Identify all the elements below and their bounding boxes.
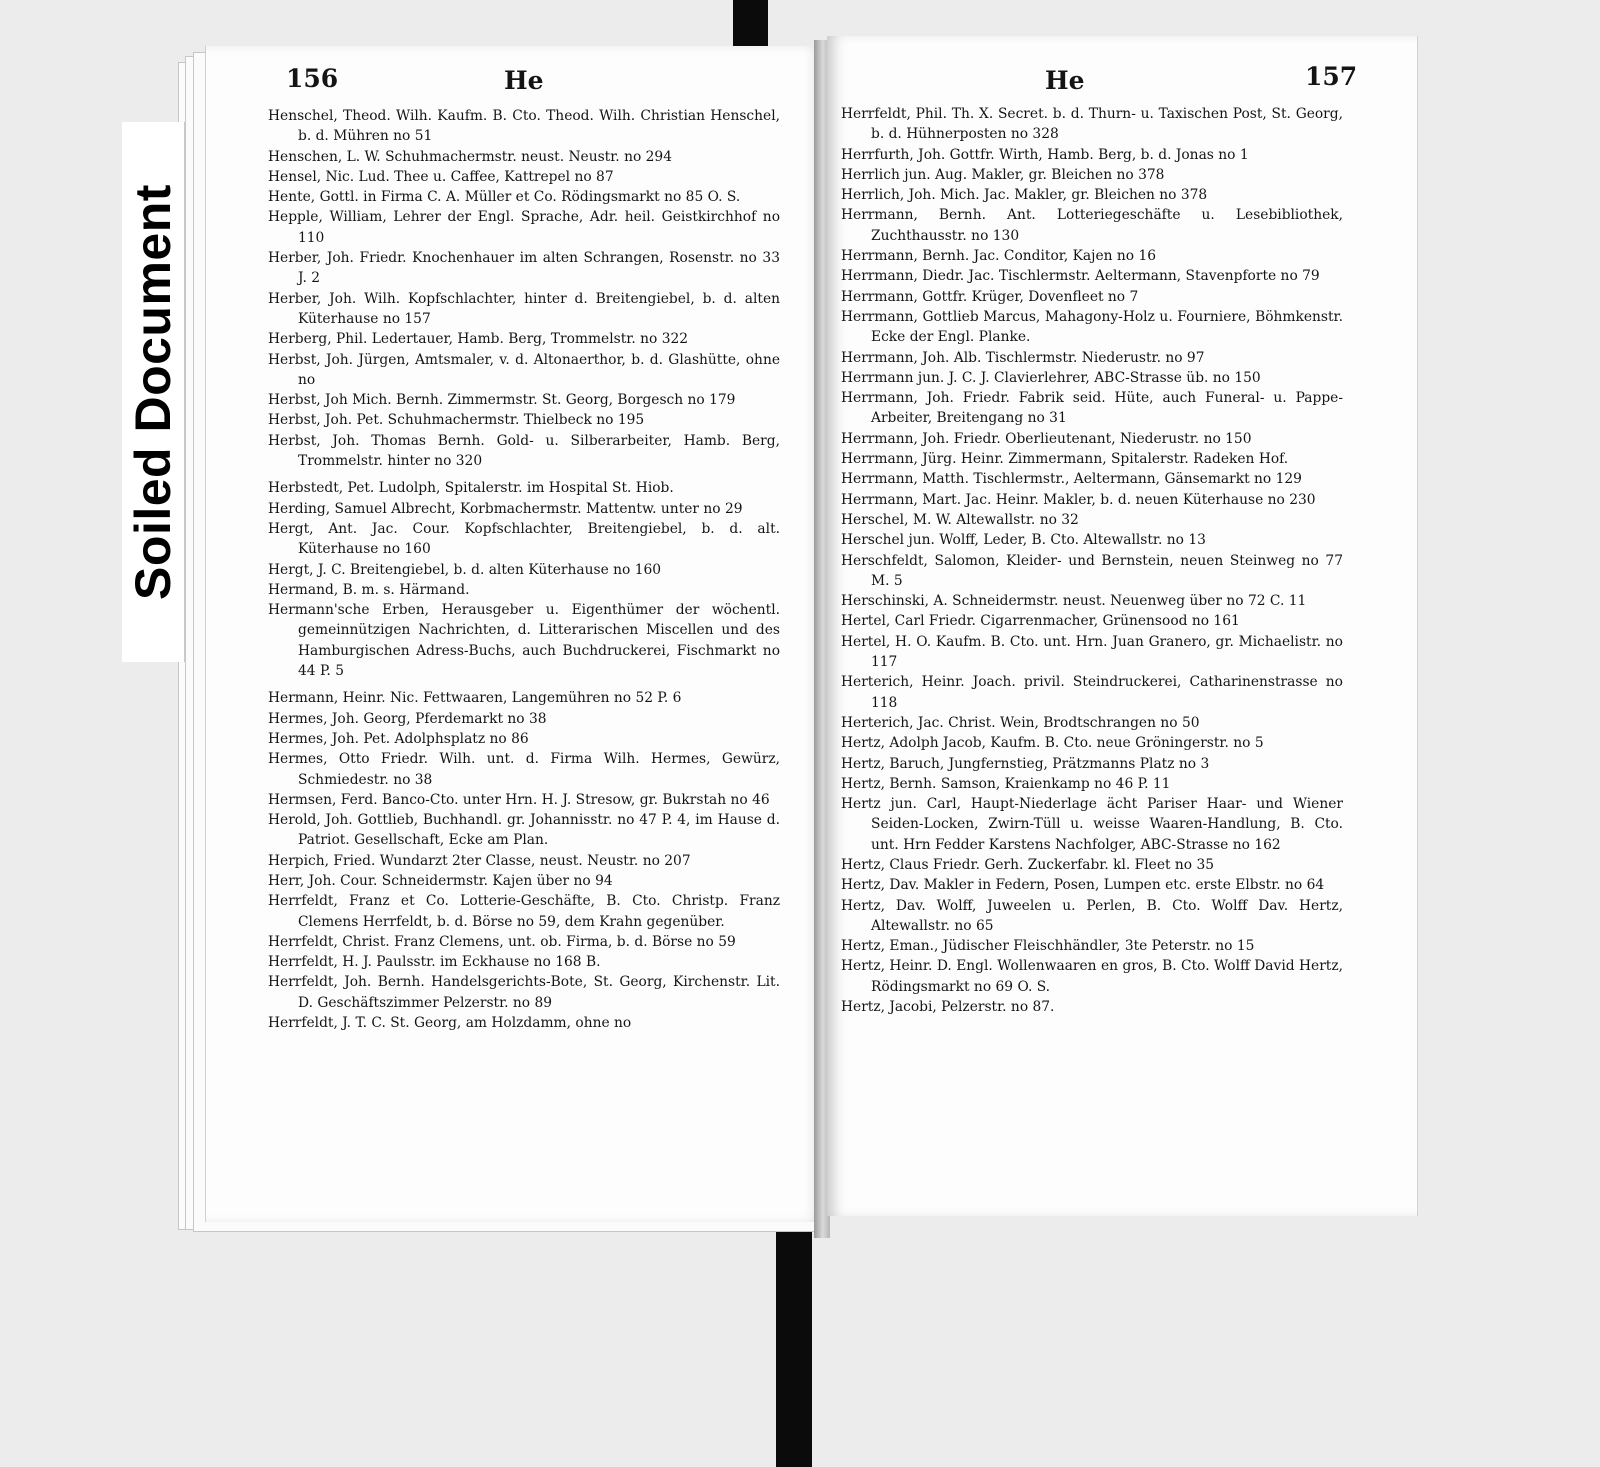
directory-entry: Hermand, B. m. s. Härmand.	[268, 581, 470, 598]
directory-entry: Herrmann, Mart. Jac. Heinr. Makler, b. d. neuen Küterhause no 230	[841, 491, 1316, 508]
directory-entry: Hermes, Joh. Pet. Adolphsplatz no 86	[268, 730, 529, 747]
directory-entry: Herrmann, Bernh. Ant. Lotteriegeschäfte u. Lesebibliothek, Zuchthausstr. no 130	[841, 207, 1343, 244]
directory-entry-list	[841, 104, 1343, 1017]
directory-entry: Herrmann, Gottfr. Krüger, Dovenfleet no 7	[841, 288, 1139, 305]
directory-entry: Herber, Joh. Friedr. Knochenhauer im alten Schrangen, Rosenstr. no 33 J. 2	[268, 250, 780, 287]
directory-entry: Herbst, Joh. Thomas Bernh. Gold- u. Silberarbeiter, Hamb. Berg, Trommelstr. hinter no 320	[268, 432, 780, 470]
directory-entry: Herrfeldt, Franz et Co. Lotterie-Geschäfte, B. Cto. Christp. Franz Clemens Herrfeldt, b. d. Börse no 59, dem Krahn gegenüber.	[268, 893, 780, 930]
directory-entry: Hente, Gottl. in Firma C. A. Müller et Co. Rödingsmarkt no 85 O. S.	[268, 189, 741, 206]
directory-entry: Herrmann, Gottlieb Marcus, Mahagony-Holz u. Fourniere, Böhmkenstr. Ecke der Engl. Planke.	[841, 308, 1343, 346]
directory-entry: Hertz jun. Carl, Haupt-Niederlage ächt Pariser Haar- und Wiener Seiden-Locken, Zwirn-Tüll u. weisse Waaren-Handlung, B. Cto. unt. Hrn Fedder Karstens Nachfolger, ABC-Strasse no 162	[841, 796, 1343, 853]
directory-entry: Hertz, Claus Friedr. Gerh. Zuckerfabr. kl. Fleet no 35	[841, 856, 1215, 873]
bookmark-ribbon-bottom	[776, 1232, 812, 1467]
soiled-document-tab	[122, 122, 185, 662]
directory-entry: Herrfeldt, Phil. Th. X. Secret. b. d. Thurn- u. Taxischen Post, St. Georg, b. d. Hühnerposten no 328	[841, 106, 1343, 143]
soiled-document-label: Soiled Document	[125, 184, 181, 600]
directory-entry: Herrmann, Jürg. Heinr. Zimmermann, Spitalerstr. Radeken Hof.	[841, 451, 1289, 468]
directory-entry: Herbst, Joh. Jürgen, Amtsmaler, v. d. Altonaerthor, b. d. Glashütte, ohne no	[268, 351, 780, 388]
directory-entry: Herschel jun. Wolff, Leder, B. Cto. Altewallstr. no 13	[841, 532, 1206, 549]
directory-entry: Herschinski, A. Schneidermstr. neust. Neuenweg über no 72 C. 11	[841, 593, 1307, 610]
directory-entry: Hepple, William, Lehrer der Engl. Sprache, Adr. heil. Geistkirchhof no 110	[268, 209, 780, 246]
directory-entry: Herrfeldt, J. T. C. St. Georg, am Holzdamm, ohne no	[268, 1015, 632, 1032]
directory-entry: Herrfeldt, Christ. Franz Clemens, unt. ob. Firma, b. d. Börse no 59	[268, 933, 736, 950]
directory-entry: Hertz, Eman., Jüdischer Fleischhändler, 3te Peterstr. no 15	[841, 938, 1255, 955]
directory-entry: Henschen, L. W. Schuhmachermstr. neust. Neustr. no 294	[268, 148, 672, 165]
directory-entry: Hergt, J. C. Breitengiebel, b. d. alten Küterhause no 160	[268, 561, 662, 578]
directory-entry: Herterich, Heinr. Joach. privil. Steindruckerei, Catharinenstrasse no 118	[841, 674, 1343, 711]
directory-entry: Herrlich, Joh. Mich. Jac. Makler, gr. Bleichen no 378	[841, 187, 1208, 204]
directory-entry: Hertz, Heinr. D. Engl. Wollenwaaren en gros, B. Cto. Wolff David Hertz, Rödingsmarkt no 69 O. S.	[841, 958, 1343, 995]
directory-entry: Herr, Joh. Cour. Schneidermstr. Kajen über no 94	[268, 872, 613, 889]
directory-entry: Herrmann, Matth. Tischlermstr., Aeltermann, Gänsemarkt no 129	[841, 471, 1302, 488]
directory-entry: Henschel, Theod. Wilh. Kaufm. B. Cto. Theod. Wilh. Christian Henschel, b. d. Mühren no 51	[268, 108, 780, 145]
directory-entry: Herbstedt, Pet. Ludolph, Spitalerstr. im Hospital St. Hiob.	[268, 480, 674, 497]
directory-entry: Herold, Joh. Gottlieb, Buchhandl. gr. Johannisstr. no 47 P. 4, im Hause d. Patriot. Gesellschaft, Ecke am Plan.	[268, 812, 780, 849]
directory-entry: Hertz, Bernh. Samson, Kraienkamp no 46 P. 11	[841, 775, 1171, 792]
directory-entry: Herrfurth, Joh. Gottfr. Wirth, Hamb. Berg, b. d. Jonas no 1	[841, 146, 1249, 163]
directory-entry: Herber, Joh. Wilh. Kopfschlachter, hinter d. Breitengiebel, b. d. alten Küterhause no 157	[268, 290, 780, 327]
directory-entry: Herbst, Joh Mich. Bernh. Zimmermstr. St. Georg, Borgesch no 179	[268, 392, 736, 409]
directory-entry: Herrfeldt, Joh. Bernh. Handelsgerichts-Bote, St. Georg, Kirchenstr. Lit. D. Geschäftszimmer Pelzerstr. no 89	[268, 974, 780, 1011]
directory-entry: Hermsen, Ferd. Banco-Cto. unter Hrn. H. J. Stresow, gr. Bukrstah no 46	[268, 791, 770, 808]
directory-entry: Herrmann, Joh. Alb. Tischlermstr. Niederustr. no 97	[841, 349, 1205, 366]
directory-entry: Hermes, Joh. Georg, Pferdemarkt no 38	[268, 710, 547, 727]
directory-entry-list	[268, 106, 780, 1033]
page-number: 156	[286, 64, 339, 93]
left-page	[205, 46, 822, 1222]
directory-entry: Herrfeldt, H. J. Paulsstr. im Eckhause no 168 B.	[268, 954, 601, 971]
directory-entry: Hertz, Adolph Jacob, Kaufm. B. Cto. neue Gröningerstr. no 5	[841, 735, 1264, 752]
running-head: He	[504, 66, 544, 95]
directory-entry: Herrlich jun. Aug. Makler, gr. Bleichen no 378	[841, 166, 1165, 183]
directory-entry: Herschel, M. W. Altewallstr. no 32	[841, 511, 1079, 528]
directory-entry: Herrmann, Diedr. Jac. Tischlermstr. Aeltermann, Stavenpforte no 79	[841, 268, 1320, 285]
directory-entry: Hermes, Otto Friedr. Wilh. unt. d. Firma Wilh. Hermes, Gewürz, Schmiedestr. no 38	[268, 751, 780, 788]
directory-entry: Herding, Samuel Albrecht, Korbmachermstr. Mattentw. unter no 29	[268, 500, 743, 517]
running-head: He	[1045, 66, 1085, 95]
directory-entry: Hermann, Heinr. Nic. Fettwaaren, Langemühren no 52 P. 6	[268, 690, 682, 707]
directory-entry: Herbst, Joh. Pet. Schuhmachermstr. Thielbeck no 195	[268, 412, 645, 429]
directory-entry: Herschfeldt, Salomon, Kleider- und Bernstein, neuen Steinweg no 77 M. 5	[841, 552, 1343, 589]
directory-entry: Hertz, Dav. Wolff, Juweelen u. Perlen, B. Cto. Wolff Dav. Hertz, Altewallstr. no 65	[841, 897, 1343, 934]
directory-entry: Herrmann jun. J. C. J. Clavierlehrer, ABC-Strasse üb. no 150	[841, 369, 1261, 386]
directory-entry: Hensel, Nic. Lud. Thee u. Caffee, Kattrepel no 87	[268, 168, 614, 185]
directory-entry: Hertz, Dav. Makler in Federn, Posen, Lumpen etc. erste Elbstr. no 64	[841, 877, 1325, 894]
directory-entry: Hertz, Jacobi, Pelzerstr. no 87.	[841, 999, 1055, 1016]
directory-entry: Herpich, Fried. Wundarzt 2ter Classe, neust. Neustr. no 207	[268, 852, 691, 869]
directory-entry: Herrmann, Joh. Friedr. Oberlieutenant, Niederustr. no 150	[841, 430, 1252, 447]
directory-entry: Hermann'sche Erben, Herausgeber u. Eigenthümer der wöchentl. gemeinnützigen Nachrichten, d. Litterarischen Miscellen und des Hamburgischen Adress-Buchs, auch Buchdruckerei, Fischmarkt no 44 P. 5	[268, 602, 780, 680]
directory-entry: Herterich, Jac. Christ. Wein, Brodtschrangen no 50	[841, 714, 1200, 731]
page-number: 157	[1305, 62, 1358, 91]
bookmark-ribbon-top	[733, 0, 768, 52]
directory-entry: Hertel, H. O. Kaufm. B. Cto. unt. Hrn. Juan Granero, gr. Michaelistr. no 117	[841, 633, 1343, 671]
directory-entry: Herrmann, Bernh. Jac. Conditor, Kajen no 16	[841, 248, 1157, 265]
directory-entry: Herberg, Phil. Ledertauer, Hamb. Berg, Trommelstr. no 322	[268, 331, 689, 348]
directory-entry: Hertz, Baruch, Jungfernstieg, Prätzmanns Platz no 3	[841, 755, 1210, 772]
right-page	[827, 36, 1418, 1216]
directory-entry: Hergt, Ant. Jac. Cour. Kopfschlachter, Breitengiebel, b. d. alt. Küterhause no 160	[268, 520, 780, 558]
directory-entry: Herrmann, Joh. Friedr. Fabrik seid. Hüte, auch Funeral- u. Pappe-Arbeiter, Breitengang no 31	[841, 390, 1343, 427]
directory-entry: Hertel, Carl Friedr. Cigarrenmacher, Grünensood no 161	[841, 613, 1240, 630]
